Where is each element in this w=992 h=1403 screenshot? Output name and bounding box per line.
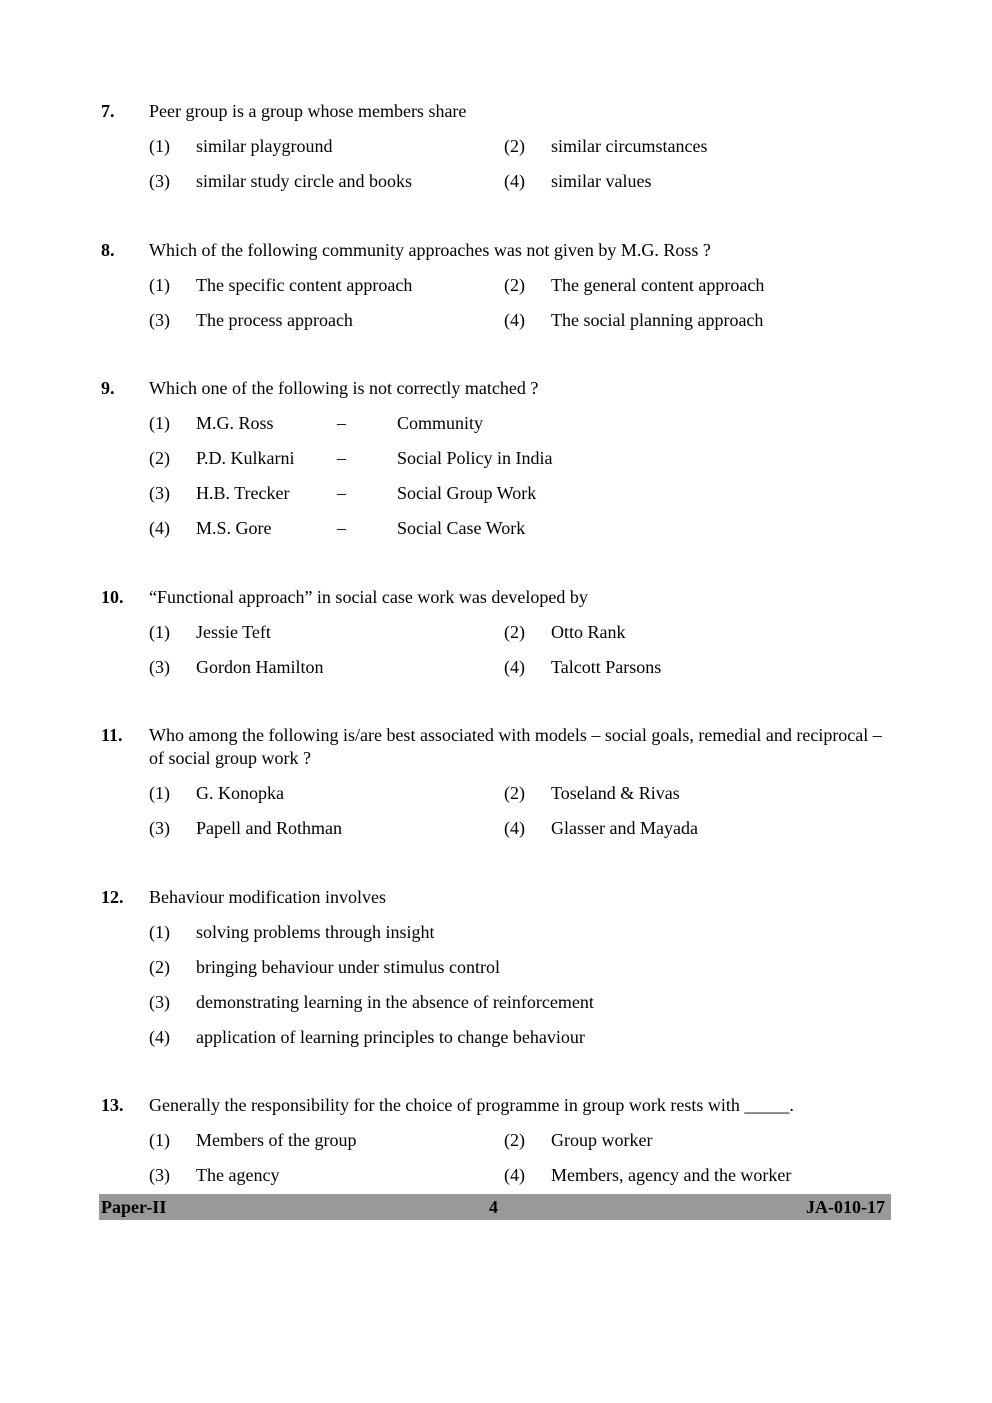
option-2 <box>504 135 859 158</box>
match-left: H.B. Trecker <box>196 483 290 503</box>
match-left: P.D. Kulkarni <box>196 448 295 468</box>
option-number: (4) <box>149 1027 170 1047</box>
option-2 <box>504 621 859 644</box>
exam-code: JA-010-17 <box>806 1197 885 1217</box>
option-number: (3) <box>149 1165 170 1185</box>
option-1 <box>149 1129 504 1152</box>
option-number: (3) <box>149 818 170 838</box>
option-3 <box>149 1164 504 1187</box>
option-number: (4) <box>149 518 170 538</box>
option-3 <box>149 309 504 332</box>
option-text: Glasser and Mayada <box>551 818 698 838</box>
option-text: similar study circle and books <box>196 171 412 191</box>
option-3 <box>149 656 504 679</box>
match-left: M.G. Ross <box>196 413 274 433</box>
option-text: bringing behaviour under stimulus control <box>196 957 500 977</box>
option-number: (4) <box>504 818 525 838</box>
option-4 <box>504 817 859 840</box>
option-number: (1) <box>149 275 170 295</box>
match-dash: – <box>337 413 346 433</box>
option-3 <box>149 817 504 840</box>
option-4 <box>504 170 859 193</box>
options-grid <box>149 135 891 193</box>
option-number: (3) <box>149 310 170 330</box>
option-text: Toseland & Rivas <box>551 783 680 803</box>
match-left: M.S. Gore <box>196 518 272 538</box>
option-4 <box>504 656 859 679</box>
option-2 <box>504 274 859 297</box>
option-4 <box>149 1026 891 1049</box>
option-text: similar circumstances <box>551 136 708 156</box>
question-7 <box>101 100 891 193</box>
question-text: Who among the following is/are best associated with models – social goals, remedial and reciprocal – of social group work ? <box>149 725 882 768</box>
option-text: Members, agency and the worker <box>551 1165 792 1185</box>
option-number: (2) <box>504 1130 525 1150</box>
question-text: Which of the following community approaches was not given by M.G. Ross ? <box>149 240 711 260</box>
option-text: G. Konopka <box>196 783 284 803</box>
option-1 <box>149 621 504 644</box>
option-text: The specific content approach <box>196 275 413 295</box>
option-text: Papell and Rothman <box>196 818 342 838</box>
option-text: Gordon Hamilton <box>196 657 324 677</box>
option-number: (2) <box>504 622 525 642</box>
option-text: Talcott Parsons <box>551 657 662 677</box>
match-right: Social Group Work <box>397 483 537 503</box>
option-4 <box>504 1164 859 1187</box>
option-number: (3) <box>149 483 170 503</box>
option-number: (1) <box>149 136 170 156</box>
question-text: Behaviour modification involves <box>149 887 386 907</box>
option-text: The general content approach <box>551 275 765 295</box>
option-number: (1) <box>149 413 170 433</box>
option-number: (1) <box>149 783 170 803</box>
options-grid <box>149 621 891 679</box>
question-text: Peer group is a group whose members share <box>149 101 467 121</box>
option-number: (1) <box>149 622 170 642</box>
option-text: Members of the group <box>196 1130 357 1150</box>
question-number: 9. <box>101 378 115 398</box>
option-3 <box>149 170 504 193</box>
page-footer <box>99 1194 891 1220</box>
match-option-3 <box>149 482 891 505</box>
option-text: The social planning approach <box>551 310 764 330</box>
option-text: similar values <box>551 171 652 191</box>
match-option-1 <box>149 412 891 435</box>
match-options <box>149 412 891 540</box>
question-10 <box>101 586 891 679</box>
question-number: 11. <box>101 725 123 745</box>
question-text: Which one of the following is not correctly matched ? <box>149 378 539 398</box>
option-text: Otto Rank <box>551 622 626 642</box>
match-right: Social Case Work <box>397 518 526 538</box>
option-number: (4) <box>504 1165 525 1185</box>
match-right: Community <box>397 413 484 433</box>
option-number: (2) <box>504 783 525 803</box>
option-number: (3) <box>149 171 170 191</box>
question-number: 8. <box>101 240 115 260</box>
paper-label: Paper-II <box>101 1197 167 1217</box>
question-12 <box>101 886 891 1049</box>
page-number: 4 <box>489 1197 498 1217</box>
options-grid <box>149 1129 891 1187</box>
option-3 <box>149 991 891 1014</box>
options-grid <box>149 782 891 840</box>
option-number: (2) <box>504 275 525 295</box>
option-text: demonstrating learning in the absence of reinforcement <box>196 992 594 1012</box>
option-text: The process approach <box>196 310 353 330</box>
question-9 <box>101 377 891 540</box>
match-dash: – <box>337 448 346 468</box>
match-option-2 <box>149 447 891 470</box>
option-number: (1) <box>149 1130 170 1150</box>
match-option-4 <box>149 517 891 540</box>
question-13 <box>101 1094 891 1187</box>
option-2 <box>504 782 859 805</box>
option-text: application of learning principles to change behaviour <box>196 1027 585 1047</box>
option-2 <box>149 956 891 979</box>
option-number: (4) <box>504 657 525 677</box>
question-11 <box>101 724 891 840</box>
question-8 <box>101 239 891 332</box>
options-grid <box>149 274 891 332</box>
match-dash: – <box>337 518 346 538</box>
question-text: Generally the responsibility for the choice of programme in group work rests with _____. <box>149 1095 794 1115</box>
option-text: Jessie Teft <box>196 622 271 642</box>
option-number: (2) <box>504 136 525 156</box>
option-number: (3) <box>149 657 170 677</box>
option-number: (4) <box>504 310 525 330</box>
option-number: (2) <box>149 957 170 977</box>
option-number: (4) <box>504 171 525 191</box>
option-number: (3) <box>149 992 170 1012</box>
option-text: solving problems through insight <box>196 922 435 942</box>
option-1 <box>149 782 504 805</box>
question-number: 10. <box>101 587 124 607</box>
option-text: The agency <box>196 1165 280 1185</box>
option-2 <box>504 1129 859 1152</box>
option-number: (2) <box>149 448 170 468</box>
option-1 <box>149 921 891 944</box>
option-4 <box>504 309 859 332</box>
option-text: Group worker <box>551 1130 653 1150</box>
match-dash: – <box>337 483 346 503</box>
question-number: 13. <box>101 1095 124 1115</box>
option-1 <box>149 274 504 297</box>
match-right: Social Policy in India <box>397 448 553 468</box>
question-number: 7. <box>101 101 115 121</box>
option-1 <box>149 135 504 158</box>
options-list <box>149 921 891 1049</box>
question-number: 12. <box>101 887 124 907</box>
option-number: (1) <box>149 922 170 942</box>
option-text: similar playground <box>196 136 333 156</box>
question-text: “Functional approach” in social case work was developed by <box>149 587 588 607</box>
